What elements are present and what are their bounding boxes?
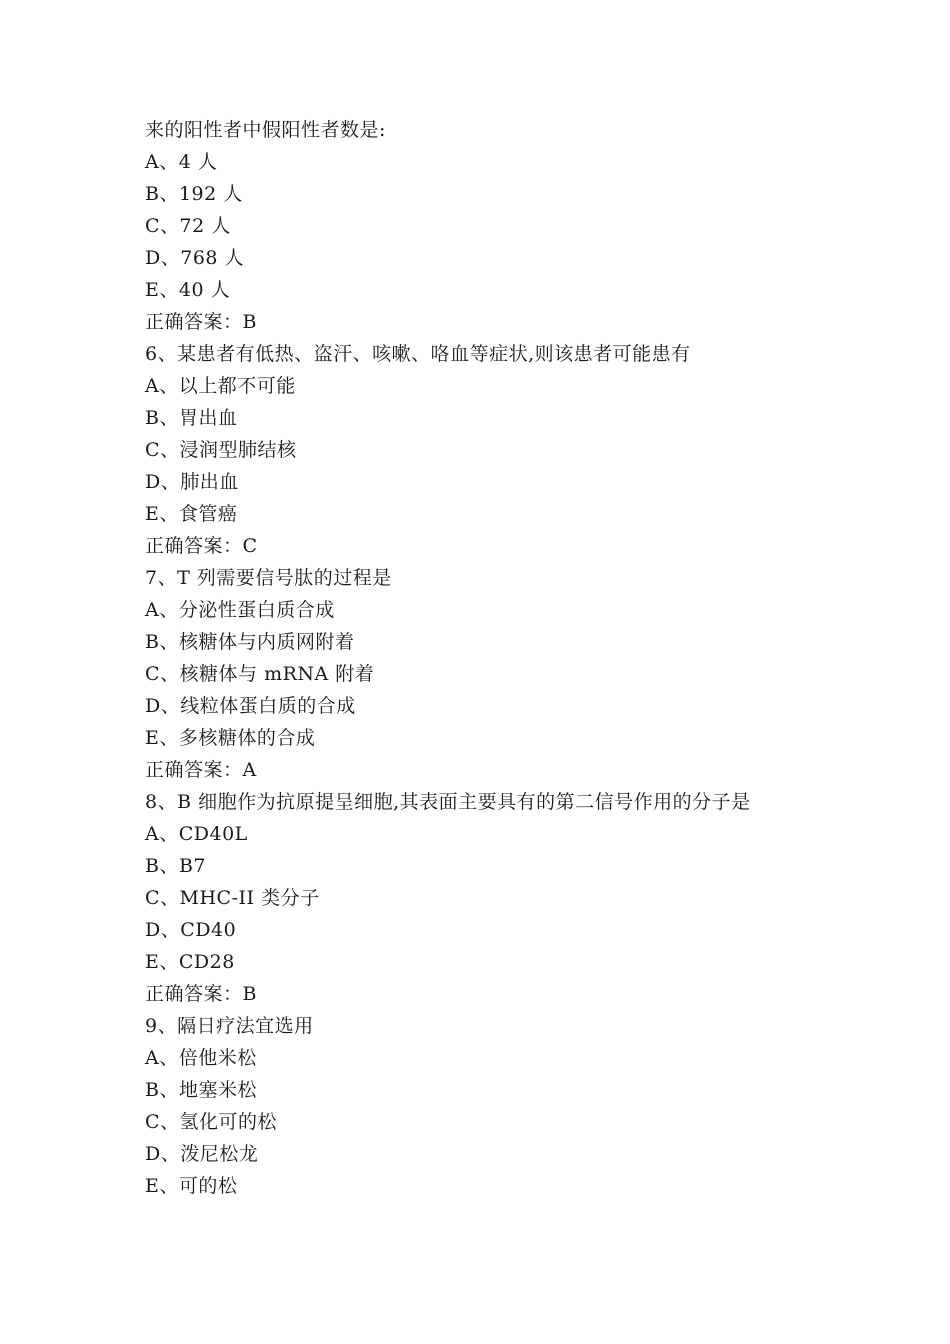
question-8-stem: 8、B 细胞作为抗原提呈细胞,其表面主要具有的第二信号作用的分子是 bbox=[145, 791, 751, 813]
q6-option-d: D、肺出血 bbox=[145, 471, 239, 493]
q7-option-c: C、核糖体与 mRNA 附着 bbox=[145, 663, 375, 685]
q5-option-e: E、40 人 bbox=[145, 279, 231, 301]
q7-option-b: B、核糖体与内质网附着 bbox=[145, 631, 355, 653]
q7-answer: 正确答案：A bbox=[145, 759, 257, 781]
q9-option-a: A、倍他米松 bbox=[145, 1047, 257, 1069]
question-7-stem: 7、T 列需要信号肽的过程是 bbox=[145, 567, 392, 589]
q6-option-a: A、以上都不可能 bbox=[145, 375, 296, 397]
q6-option-b: B、胃出血 bbox=[145, 407, 238, 429]
q5-option-b: B、192 人 bbox=[145, 183, 243, 205]
q6-option-e: E、食管癌 bbox=[145, 503, 238, 525]
q5-answer: 正确答案：B bbox=[145, 311, 257, 333]
q5-option-c: C、72 人 bbox=[145, 215, 231, 237]
q5-option-d: D、768 人 bbox=[145, 247, 245, 269]
q8-answer: 正确答案：B bbox=[145, 983, 257, 1005]
document-page bbox=[145, 114, 905, 1202]
question-9-stem: 9、隔日疗法宜选用 bbox=[145, 1015, 314, 1037]
q6-option-c: C、浸润型肺结核 bbox=[145, 439, 297, 461]
q9-option-e: E、可的松 bbox=[145, 1175, 238, 1197]
q8-option-d: D、CD40 bbox=[145, 919, 237, 941]
q9-option-c: C、氢化可的松 bbox=[145, 1111, 278, 1133]
q9-option-d: D、泼尼松龙 bbox=[145, 1143, 259, 1165]
q5-option-a: A、4 人 bbox=[145, 151, 218, 173]
q8-option-c: C、MHC-II 类分子 bbox=[145, 887, 320, 909]
q8-option-a: A、CD40L bbox=[145, 823, 248, 845]
q9-option-b: B、地塞米松 bbox=[145, 1079, 257, 1101]
question-5-stem-continued: 来的阳性者中假阳性者数是: bbox=[145, 119, 386, 141]
q7-option-e: E、多核糖体的合成 bbox=[145, 727, 316, 749]
question-6-stem: 6、某患者有低热、盗汗、咳嗽、咯血等症状,则该患者可能患有 bbox=[145, 343, 691, 365]
q8-option-e: E、CD28 bbox=[145, 951, 235, 973]
q7-option-a: A、分泌性蛋白质合成 bbox=[145, 599, 335, 621]
q8-option-b: B、B7 bbox=[145, 855, 207, 877]
q6-answer: 正确答案：C bbox=[145, 535, 258, 557]
q7-option-d: D、线粒体蛋白质的合成 bbox=[145, 695, 356, 717]
